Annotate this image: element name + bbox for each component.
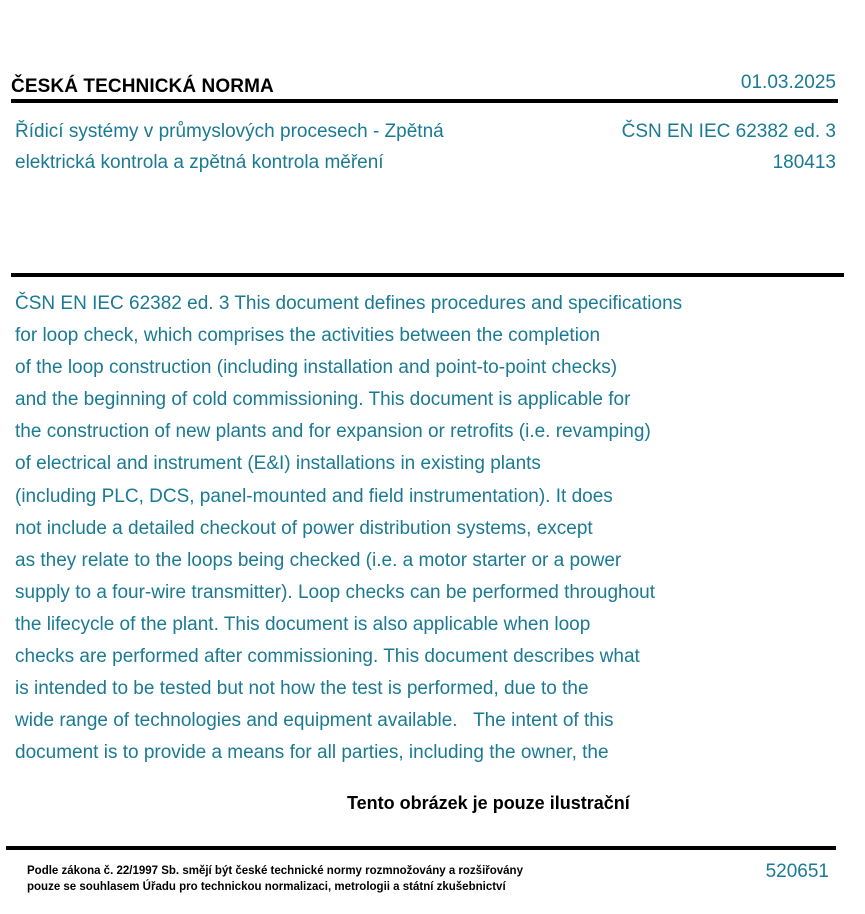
catalog-number: 520651 <box>765 861 829 882</box>
document-title-line: elektrická kontrola a zpětná kontrola měření <box>15 152 384 173</box>
legal-notice-line: Podle zákona č. 22/1997 Sb. smějí být české technické normy rozmnožovány a rozšiřovány <box>27 865 523 877</box>
document-title <box>15 116 555 178</box>
publication-date: 01.03.2025 <box>740 72 836 93</box>
header-divider <box>11 99 838 103</box>
legal-notice <box>27 863 523 895</box>
norm-type-heading: ČESKÁ TECHNICKÁ NORMA <box>11 76 274 97</box>
abstract-line: as they relate to the loops being checked (i.e. a motor starter or a power <box>15 549 622 571</box>
abstract-line: ČSN EN IEC 62382 ed. 3 This document defines procedures and specifications <box>15 293 683 314</box>
abstract-line: is intended to be tested but not how the test is performed, due to the <box>15 678 589 700</box>
abstract-line: the construction of new plants and for expansion or retrofits (i.e. revamping) <box>15 421 651 443</box>
abstract-line: for loop check, which comprises the activities between the completion <box>15 325 601 347</box>
abstract-line: checks are performed after commissioning. This document describes what <box>15 646 640 668</box>
abstract-line: (including PLC, DCS, panel-mounted and field instrumentation). It does <box>15 485 613 507</box>
abstract-line: the lifecycle of the plant. This document is also applicable when loop <box>15 613 591 635</box>
footer-divider <box>6 846 836 850</box>
abstract-line: wide range of technologies and equipment available. The intent of this <box>15 710 614 732</box>
illustration-caption: Tento obrázek je pouze ilustrační <box>347 793 630 813</box>
legal-notice-line: pouze se souhlasem Úřadu pro technickou normalizaci, metrologii a státní zkušebnictví <box>27 881 506 893</box>
document-designation: ČSN EN IEC 62382 ed. 3 <box>621 121 836 142</box>
document-title-line: Řídicí systémy v průmyslových procesech - Zpětná <box>15 121 444 142</box>
abstract-line: of the loop construction (including installation and point-to-point checks) <box>15 357 618 379</box>
class-number: 180413 <box>772 152 836 173</box>
abstract-line: document is to provide a means for all parties, including the owner, the <box>15 742 609 764</box>
abstract-text <box>15 288 805 769</box>
document-identifiers <box>622 116 836 178</box>
abstract-line: supply to a four-wire transmitter). Loop checks can be performed throughout <box>15 581 655 603</box>
abstract-line: of electrical and instrument (E&I) installations in existing plants <box>15 453 541 475</box>
abstract-line: not include a detailed checkout of power distribution systems, except <box>15 517 593 539</box>
abstract-line: and the beginning of cold commissioning. This document is applicable for <box>15 389 631 411</box>
title-divider <box>11 273 844 277</box>
